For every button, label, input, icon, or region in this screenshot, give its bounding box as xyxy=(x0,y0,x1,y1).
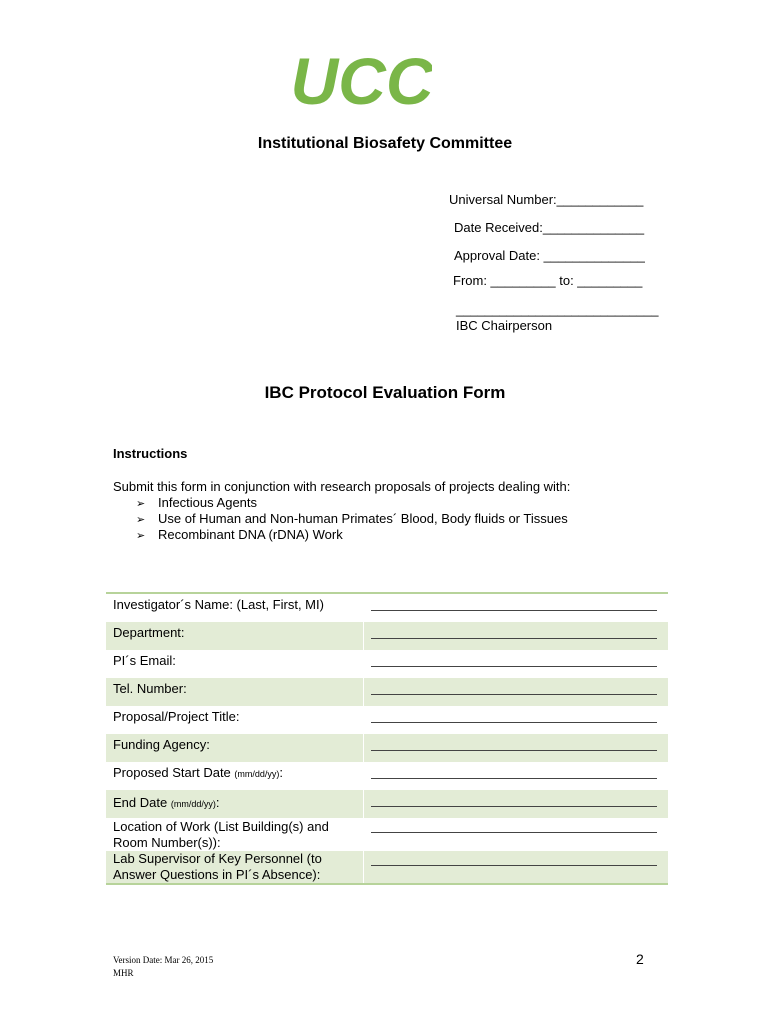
chairperson-label: IBC Chairperson xyxy=(456,318,553,333)
arrow-bullet-icon: ➢ xyxy=(136,498,146,510)
table-row-start-date xyxy=(106,762,668,790)
instructions-text: Submit this form in conjunction with research proposals of projects dealing with: xyxy=(113,479,571,494)
project-title-input[interactable] xyxy=(371,722,657,723)
row-label: Investigator´s Name: (Last, First, MI) xyxy=(113,597,324,612)
version-date: Version Date: Mar 26, 2015 xyxy=(113,955,214,965)
list-item xyxy=(136,495,257,510)
row-label: Proposal/Project Title: xyxy=(113,709,240,724)
approval-date-field: Approval Date: ______________ xyxy=(454,248,645,263)
universal-number-field: Universal Number:____________ xyxy=(449,192,644,207)
list-item-text: Infectious Agents xyxy=(158,495,258,510)
committee-title: Institutional Biosafety Committee xyxy=(257,135,513,152)
author-initials: MHR xyxy=(113,968,134,978)
funding-agency-input[interactable] xyxy=(371,750,657,751)
ucc-logo xyxy=(292,48,432,112)
date-received-field: Date Received:______________ xyxy=(454,220,645,235)
logo-wordmark: UCC xyxy=(292,48,432,112)
row-label: Lab Supervisor of Key Personnel (to Answer Questions in PI´s Absence): xyxy=(113,851,322,882)
location-input[interactable] xyxy=(371,832,657,833)
row-label: Location of Work (List Building(s) and Room Number(s)): xyxy=(113,819,329,850)
row-label: PI´s Email: xyxy=(113,653,176,668)
table-row-investigator-name xyxy=(106,594,668,622)
arrow-bullet-icon: ➢ xyxy=(136,530,146,542)
signature-line: ____________________________ xyxy=(456,302,659,317)
from-to-field: From: _________ to: _________ xyxy=(453,273,643,288)
list-item-text: Recombinant DNA (rDNA) Work xyxy=(158,527,343,542)
lab-supervisor-input[interactable] xyxy=(371,865,657,866)
table-row-lab-supervisor xyxy=(106,851,668,883)
date-format-hint: (mm/dd/yy) xyxy=(170,799,216,809)
table-row-department xyxy=(106,622,668,650)
page-number: 2 xyxy=(636,951,644,967)
table-row-pi-email xyxy=(106,650,668,678)
arrow-bullet-icon: ➢ xyxy=(136,514,146,526)
list-item-text: Use of Human and Non-human Primates´ Blood, Body fluids or Tissues xyxy=(158,511,568,526)
row-label: Proposed Start Date (mm/dd/yy): xyxy=(113,765,284,780)
list-item xyxy=(136,527,343,542)
instructions-heading: Instructions xyxy=(113,446,188,461)
table-row-end-date xyxy=(106,790,668,818)
table-row-location xyxy=(106,818,668,851)
table-row-project-title xyxy=(106,706,668,734)
row-label: Department: xyxy=(113,625,185,640)
end-date-input[interactable] xyxy=(371,806,657,807)
row-label: Tel. Number: xyxy=(113,681,187,696)
row-label: Funding Agency: xyxy=(113,737,210,752)
department-input[interactable] xyxy=(371,638,657,639)
row-label: End Date (mm/dd/yy): xyxy=(113,795,220,810)
start-date-input[interactable] xyxy=(371,778,657,779)
form-title: IBC Protocol Evaluation Form xyxy=(264,383,506,402)
tel-number-input[interactable] xyxy=(371,694,657,695)
list-item xyxy=(136,511,568,526)
investigator-info-table xyxy=(106,592,668,885)
table-row-funding-agency xyxy=(106,734,668,762)
investigator-name-input[interactable] xyxy=(371,610,657,611)
pi-email-input[interactable] xyxy=(371,666,657,667)
date-format-hint: (mm/dd/yy) xyxy=(234,769,280,779)
table-row-tel-number xyxy=(106,678,668,706)
